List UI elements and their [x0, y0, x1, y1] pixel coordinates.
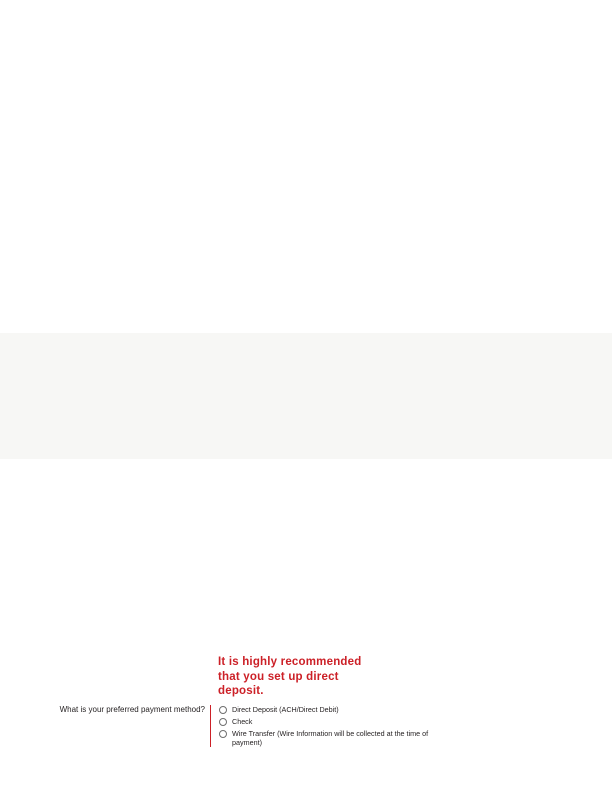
question-label: What is your preferred payment method? — [59, 705, 205, 714]
option-direct-deposit[interactable] — [219, 705, 580, 714]
radio-icon-wire-transfer[interactable] — [219, 730, 227, 738]
option-wire-transfer[interactable] — [219, 729, 580, 747]
direct-deposit-recommendation-notice: It is highly recommended that you set up direct deposit. — [218, 656, 362, 697]
payment-method-question-band — [0, 333, 612, 747]
radio-icon-direct-deposit[interactable] — [219, 706, 227, 714]
radio-icon-check[interactable] — [219, 718, 227, 726]
option-label-direct-deposit: Direct Deposit (ACH/Direct Debit) — [232, 704, 339, 714]
answer-area — [210, 655, 580, 750]
option-label-wire-transfer: Wire Transfer (Wire Information will be collected at the time of payment) — [232, 728, 429, 747]
option-label-check: Check — [232, 716, 253, 726]
option-check[interactable] — [219, 717, 580, 726]
payment-method-radio-group — [210, 705, 580, 747]
